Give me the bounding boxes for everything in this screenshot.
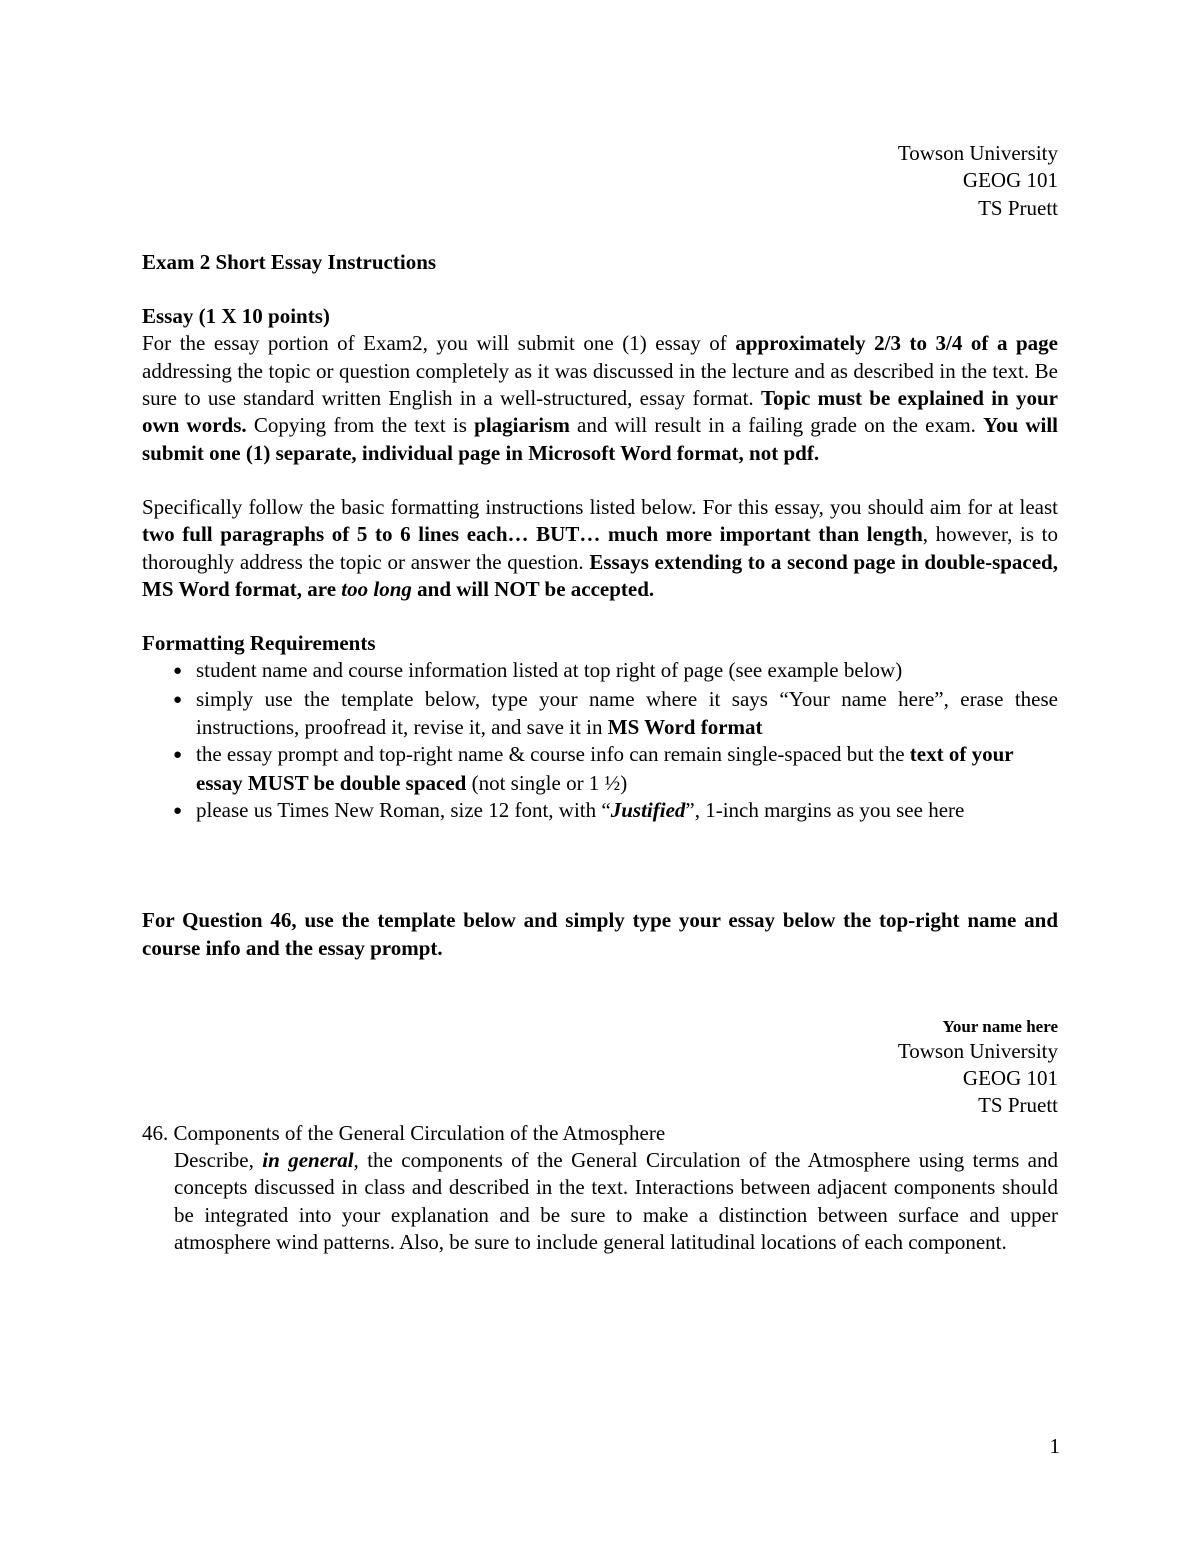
- list-item-emphasis: MS Word format: [607, 715, 763, 740]
- essay-p2-not-accepted: and will NOT be accepted.: [411, 576, 655, 601]
- page-number: 1: [1049, 1434, 1060, 1458]
- bullet-icon: ●: [173, 691, 183, 708]
- formatting-list: [142, 657, 1058, 825]
- list-item: [142, 741, 1058, 797]
- essay-p2-length-warning: Essays extending to a second page in double-spaced, MS Word format, are: [142, 549, 1058, 601]
- document-title: Exam 2 Short Essay Instructions: [142, 249, 437, 274]
- template-header-block: [142, 1016, 1058, 1120]
- template-instructor: TS Pruett: [978, 1093, 1058, 1118]
- list-item-text: ”, 1-inch margins as you see here: [685, 797, 965, 822]
- formatting-heading: Formatting Requirements: [142, 631, 376, 656]
- essay-p1-length-requirement: approximately 2/3 to 3/4 of a page: [735, 331, 1058, 356]
- spacer: [142, 962, 1058, 1016]
- template-university: Towson University: [897, 1038, 1058, 1063]
- spacer: [142, 825, 1058, 907]
- essay-p2-too-long: too long: [341, 576, 412, 601]
- template-name: Your name here: [942, 1016, 1058, 1036]
- prompt-emphasis: in general: [262, 1148, 354, 1173]
- template-course: GEOG 101: [962, 1066, 1058, 1091]
- essay-paragraph-2: [142, 494, 1058, 603]
- list-item-text: (not single or 1 ½): [466, 770, 628, 795]
- spacer: [142, 276, 1058, 303]
- bullet-icon: ●: [173, 663, 183, 680]
- prompt-text-a: Describe,: [174, 1148, 263, 1173]
- essay-prompt: [142, 1120, 1058, 1256]
- bullet-icon: ●: [173, 747, 183, 764]
- bullet-icon: ●: [173, 802, 183, 819]
- essay-p2-paragraph-requirement: two full paragraphs of 5 to 6 lines each… BUT… much more important than length: [142, 522, 923, 547]
- page-content: [142, 140, 1058, 1256]
- essay-p1-text-c: addressing the topic or question completely as it was discussed in the lecture and as described in the text. Be sure to use standard written English in a well-structured, essay format.: [142, 358, 1058, 411]
- list-item-emphasis: Justified: [610, 797, 686, 822]
- list-item-text: please us Times New Roman, size 12 font, with “: [196, 797, 611, 822]
- essay-p1-text-g: and will result in a failing grade on the exam.: [569, 413, 984, 438]
- list-item: [142, 657, 1058, 685]
- essay-heading: Essay (1 X 10 points): [142, 304, 330, 329]
- essay-p1-plagiarism: plagiarism: [474, 413, 570, 438]
- spacer: [142, 467, 1058, 494]
- essay-p1-text-e: Copying from the text is: [246, 413, 475, 438]
- essay-p1-submission-format: You will submit one (1) separate, individual page in Microsoft Word format, not pdf.: [142, 413, 1058, 465]
- list-item-text: the essay prompt and top-right name & course info can remain single-spaced but the: [196, 742, 910, 767]
- question-title: 46. Components of the General Circulation of the Atmosphere: [142, 1120, 666, 1145]
- header-instructor: TS Pruett: [978, 195, 1058, 220]
- essay-paragraph-1: [142, 330, 1058, 466]
- essay-p2-text-c: , however, is to thoroughly address the topic or answer the question.: [142, 522, 1058, 574]
- essay-p2-text-a: Specifically follow the basic formatting instructions listed below. For this essay, you should aim for at least: [142, 494, 1058, 519]
- list-item: [142, 686, 1058, 742]
- list-item-text: student name and course information listed at top right of page (see example below): [196, 658, 903, 683]
- spacer: [142, 603, 1058, 630]
- header-block: [142, 140, 1058, 222]
- question-prompt: [142, 1147, 1058, 1256]
- list-item: [142, 797, 1058, 825]
- header-course: GEOG 101: [962, 168, 1058, 193]
- essay-p1-text-a: For the essay portion of Exam2, you will submit one (1) essay of: [142, 331, 736, 356]
- prompt-text-c: , the components of the General Circulation of the Atmosphere using terms and concepts discussed in class and described in the text. Interactions between adjacent components should be integrated into your explanation and be sure to make a distinction between surface and upper atmosphere wind patterns. Also, be sure to include general latitudinal locations of each component.: [174, 1148, 1058, 1254]
- list-item-text: simply use the template below, type your name where it says “Your name here”, erase these instructions, proofread it, revise it, and save it in: [196, 686, 1058, 740]
- list-item-emphasis: text of your essay MUST be double spaced: [196, 742, 1014, 795]
- essay-p1-own-words: Topic must be explained in your own words.: [142, 386, 1058, 438]
- header-university: Towson University: [897, 141, 1058, 165]
- spacer: [142, 222, 1058, 249]
- question-instruction: For Question 46, use the template below and simply type your essay below the top-right name and course info and the essay prompt.: [142, 908, 1058, 960]
